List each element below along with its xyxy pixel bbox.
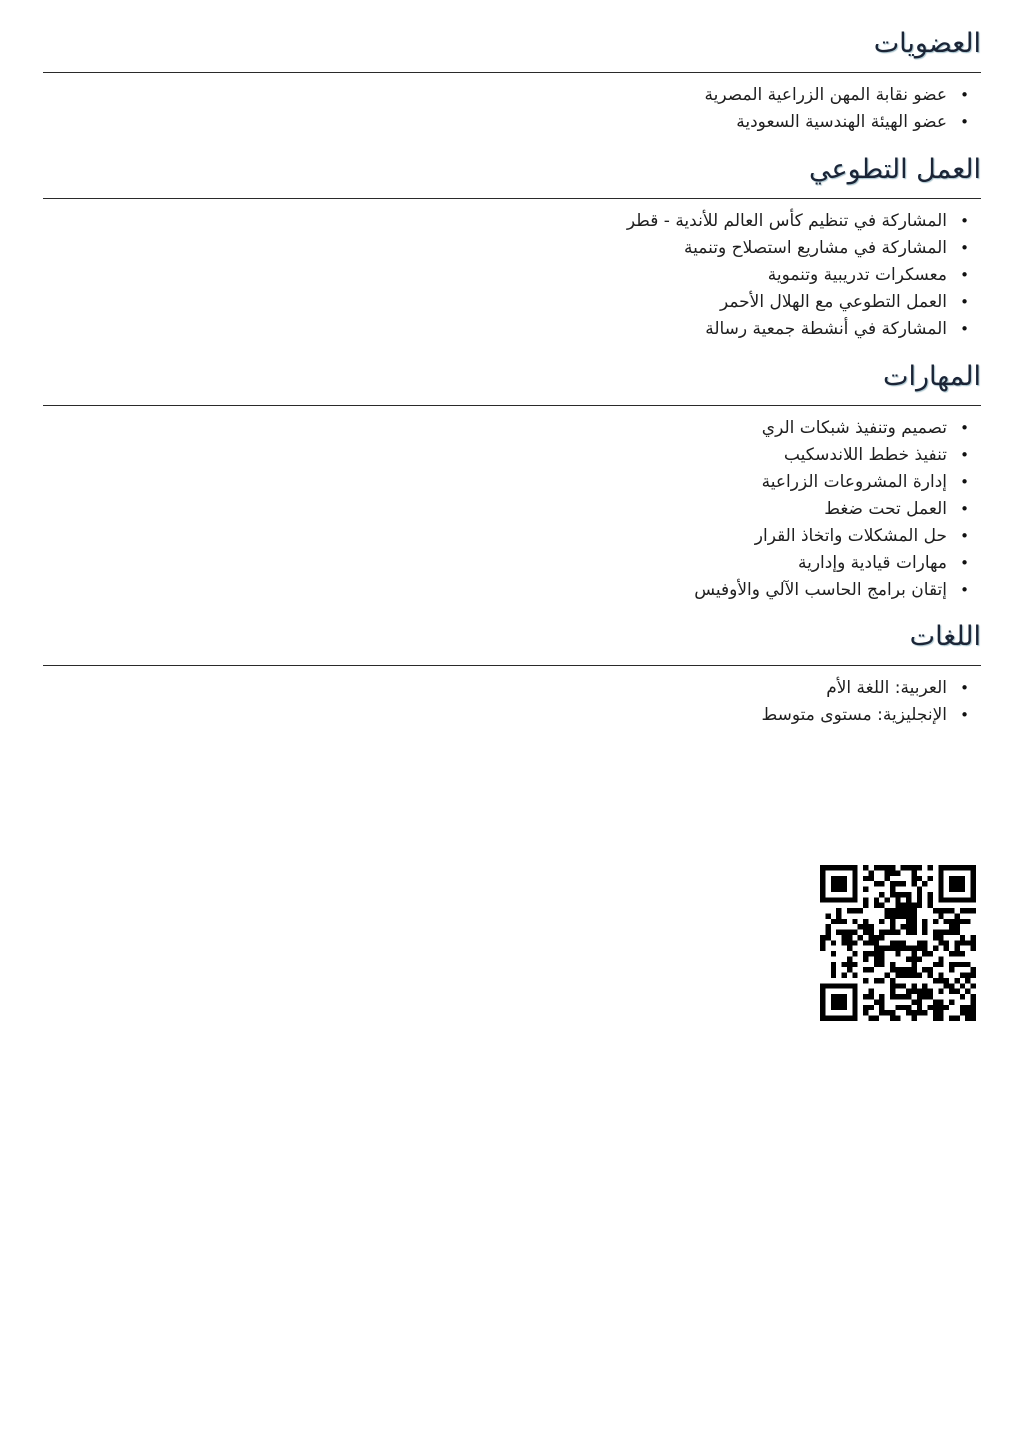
skills-list — [43, 415, 981, 604]
section-volunteering — [43, 148, 981, 343]
list-item: • المشاركة في تنظيم كأس العالم للأندية - قطر — [43, 208, 981, 235]
list-item: • إتقان برامج الحاسب الآلي والأوفيس — [43, 577, 981, 604]
section-divider — [43, 198, 981, 199]
list-item: • إدارة المشروعات الزراعية — [43, 469, 981, 496]
languages-list — [43, 675, 981, 729]
memberships-list — [43, 82, 981, 136]
section-languages — [43, 615, 981, 729]
section-divider — [43, 405, 981, 406]
list-item: • تصميم وتنفيذ شبكات الري — [43, 415, 981, 442]
section-divider — [43, 665, 981, 666]
list-item: • مهارات قيادية وإدارية — [43, 550, 981, 577]
list-item: • المشاركة في أنشطة جمعية رسالة — [43, 316, 981, 343]
section-skills — [43, 355, 981, 604]
list-item: • عضو الهيئة الهندسية السعودية — [43, 109, 981, 136]
section-divider — [43, 72, 981, 73]
section-title-memberships: العضويات — [873, 28, 981, 59]
volunteering-list — [43, 208, 981, 343]
section-title-volunteering: العمل التطوعي — [809, 154, 981, 185]
list-item: • حل المشكلات واتخاذ القرار — [43, 523, 981, 550]
list-item: • الإنجليزية: مستوى متوسط — [43, 702, 981, 729]
list-item: • المشاركة في مشاريع استصلاح وتنمية — [43, 235, 981, 262]
list-item: • تنفيذ خطط اللاندسكيب — [43, 442, 981, 469]
list-item: • العمل التطوعي مع الهلال الأحمر — [43, 289, 981, 316]
list-item: • العربية: اللغة الأم — [43, 675, 981, 702]
section-memberships — [43, 22, 981, 136]
list-item: • العمل تحت ضغط — [43, 496, 981, 523]
list-item: • معسكرات تدريبية وتنموية — [43, 262, 981, 289]
section-title-languages: اللغات — [909, 621, 981, 652]
section-title-skills: المهارات — [883, 361, 981, 392]
qr-code-icon — [820, 865, 976, 1021]
list-item: • عضو نقابة المهن الزراعية المصرية — [43, 82, 981, 109]
